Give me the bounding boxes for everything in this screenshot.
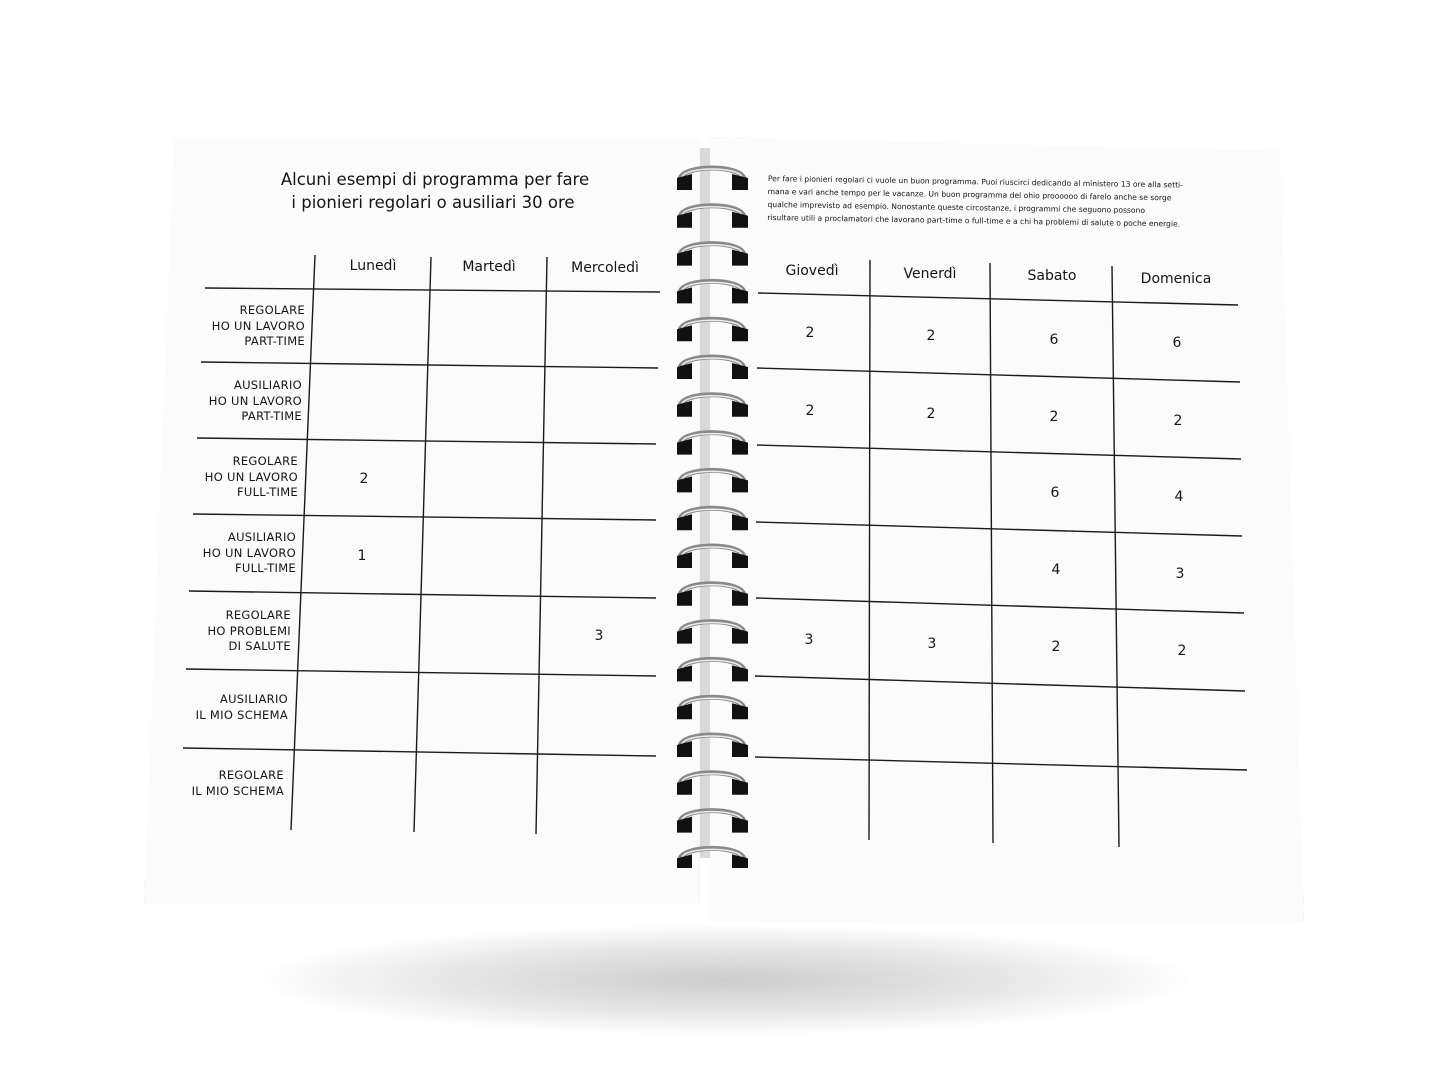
table-cell: 2 bbox=[1049, 409, 1059, 425]
table-cell: 4 bbox=[1174, 489, 1184, 505]
grid-line bbox=[1112, 266, 1119, 847]
intro-line: mana e vari anche tempo per le vacanze. Un buon programma del ohio proooooo di farelo anche se sorge bbox=[767, 186, 1172, 203]
grid-line bbox=[536, 257, 547, 834]
spiral-ring bbox=[677, 773, 748, 795]
day-header: Sabato bbox=[1027, 268, 1077, 284]
spiral-ring bbox=[677, 244, 748, 266]
table-cell: 3 bbox=[927, 636, 937, 652]
grid-line bbox=[183, 748, 656, 756]
table-cell: 2 bbox=[926, 406, 936, 422]
spiral-ring bbox=[677, 848, 748, 868]
spiral-ring bbox=[677, 206, 748, 228]
grid-line bbox=[414, 257, 431, 832]
row-label: AUSILIARIO HO UN LAVORO FULL-TIME bbox=[202, 530, 296, 575]
grid-line bbox=[197, 438, 656, 444]
table-cell: 2 bbox=[805, 403, 815, 419]
page-title-line-2: i pionieri regolari o ausiliari 30 ore bbox=[291, 193, 575, 212]
grid-line bbox=[205, 288, 660, 292]
table-cell: 3 bbox=[1175, 566, 1185, 582]
row-label: REGOLARE HO UN LAVORO FULL-TIME bbox=[204, 454, 298, 499]
day-header: Mercoledì bbox=[571, 260, 639, 276]
row-label: REGOLARE HO PROBLEMI DI SALUTE bbox=[207, 608, 291, 653]
page-title-line-1: Alcuni esempi di programma per fare bbox=[280, 170, 590, 189]
table-cell: 3 bbox=[804, 632, 814, 648]
spiral-ring bbox=[677, 168, 748, 190]
grid-line bbox=[756, 598, 1244, 613]
grid-line bbox=[189, 591, 656, 598]
day-header: Lunedì bbox=[349, 258, 397, 274]
table-cell: 2 bbox=[1173, 413, 1183, 429]
row-label: REGOLARE HO UN LAVORO PART-TIME bbox=[211, 303, 305, 348]
table-cell: 3 bbox=[594, 628, 604, 644]
day-header: Martedì bbox=[462, 259, 516, 275]
grid-line bbox=[193, 514, 656, 520]
spiral-ring bbox=[677, 546, 748, 568]
row-label: AUSILIARIO HO UN LAVORO PART-TIME bbox=[208, 378, 302, 423]
spiral-ring bbox=[677, 470, 748, 492]
grid-line bbox=[186, 669, 656, 676]
spiral-ring bbox=[677, 622, 748, 644]
table-cell: 6 bbox=[1050, 485, 1060, 501]
table-cell: 4 bbox=[1051, 562, 1061, 578]
day-header: Domenica bbox=[1140, 271, 1212, 287]
row-label: AUSILIARIO IL MIO SCHEMA bbox=[195, 692, 288, 722]
spiral-ring bbox=[677, 659, 748, 681]
spiral-ring bbox=[677, 395, 748, 417]
spiral-ring bbox=[677, 508, 748, 530]
spiral-ring bbox=[677, 584, 748, 606]
grid-line bbox=[990, 263, 993, 843]
spiral-binding bbox=[672, 148, 752, 868]
table-cell: 6 bbox=[1049, 332, 1059, 348]
spiral-ring bbox=[677, 735, 748, 757]
grid-line bbox=[757, 368, 1240, 382]
grid-line bbox=[869, 260, 870, 840]
intro-line: qualche imprevisto ad esempio. Nonostante queste circostanze, i programmi che seguono possono bbox=[767, 199, 1146, 215]
grid-line bbox=[757, 445, 1241, 459]
table-cell: 2 bbox=[1051, 639, 1061, 655]
table-cell: 2 bbox=[359, 471, 369, 487]
table-cell: 6 bbox=[1172, 335, 1182, 351]
table-cell: 2 bbox=[1177, 643, 1187, 659]
spiral-ring bbox=[677, 281, 748, 303]
spiral-ring bbox=[677, 357, 748, 379]
grid-line bbox=[756, 522, 1242, 536]
table-cell: 2 bbox=[926, 328, 936, 344]
grid-line bbox=[758, 293, 1238, 305]
spiral-spine bbox=[700, 148, 710, 858]
day-header: Venerdì bbox=[903, 266, 957, 282]
day-header: Giovedì bbox=[785, 263, 839, 279]
row-label: REGOLARE IL MIO SCHEMA bbox=[191, 768, 284, 798]
intro-paragraph bbox=[767, 172, 1248, 232]
table-cell: 1 bbox=[357, 548, 367, 564]
spiral-ring bbox=[677, 811, 748, 833]
spiral-ring bbox=[677, 433, 748, 455]
intro-line: risultare utili a proclamatori che lavorano part-time o full-time e a chi ha problemi di salute o poche energie. bbox=[767, 212, 1181, 229]
grid-line bbox=[755, 676, 1245, 691]
spiral-ring bbox=[677, 697, 748, 719]
table-cell: 2 bbox=[805, 325, 815, 341]
grid-line bbox=[755, 757, 1247, 770]
intro-line: Per fare i pionieri regolari ci vuole un buon programma. Puoi riuscirci dedicando al ministero 13 ore alla setti- bbox=[767, 173, 1184, 190]
grid-line bbox=[201, 362, 658, 368]
spiral-ring bbox=[677, 319, 748, 341]
